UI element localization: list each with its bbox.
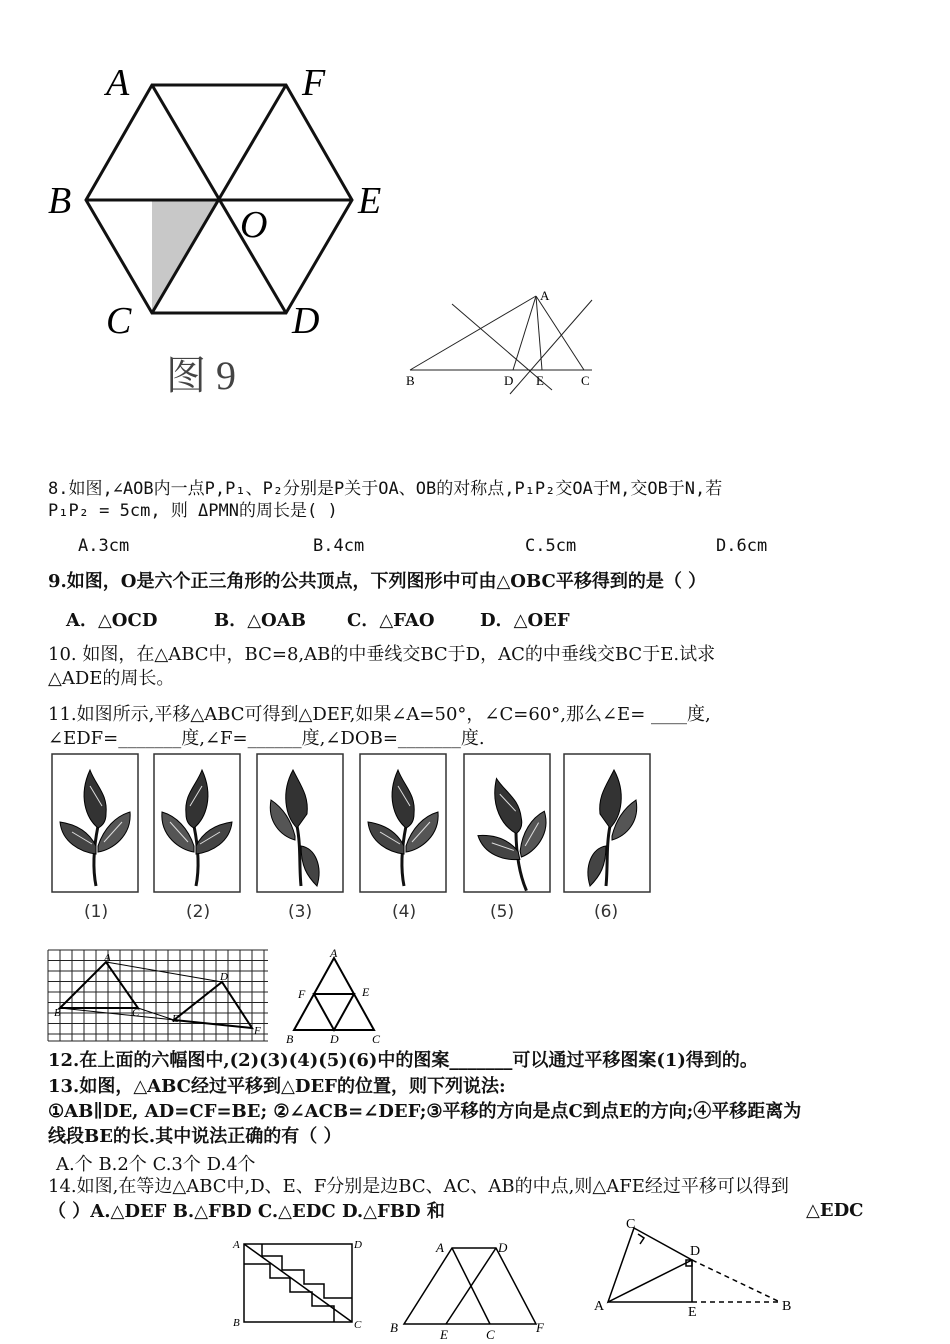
label-f: F	[536, 1320, 544, 1335]
triangle-bisector-figure	[400, 282, 610, 402]
q8-option-d: D.6cm	[716, 536, 768, 556]
label-e: E	[362, 985, 370, 999]
leaf-panel-2	[154, 754, 240, 892]
label-b: B	[54, 1007, 61, 1019]
question-13-line3: 线段BE的长.其中说法正确的有（ ）	[48, 1126, 342, 1147]
question-14-line1: 14.如图,在等边△ABC中,D、E、F分别是边BC、AC、AB的中点,则△AFE经过平移可以得到	[48, 1176, 789, 1197]
trapezoid-figure	[386, 1236, 556, 1342]
q8-option-a: A.3cm	[78, 536, 130, 556]
leaf-label-2: (2)	[186, 902, 211, 922]
label-f: F	[302, 62, 326, 104]
label-c: C	[354, 1319, 362, 1331]
label-c: C	[132, 1007, 140, 1019]
label-c: C	[626, 1217, 636, 1232]
label-c: C	[486, 1327, 495, 1342]
leaf-panel-6	[564, 754, 650, 892]
label-a: A	[106, 62, 130, 104]
label-b: B	[390, 1320, 398, 1335]
q8-option-c: C.5cm	[525, 536, 577, 556]
label-o: O	[240, 204, 268, 246]
label-c: C	[581, 373, 590, 388]
figure-caption: 图 9	[166, 353, 236, 398]
leaf-panel-4	[360, 754, 446, 892]
label-e: E	[172, 1013, 179, 1025]
label-d: D	[330, 1032, 339, 1046]
leaf-panel-5	[464, 754, 560, 898]
label-b: B	[286, 1032, 294, 1046]
label-b: B	[233, 1317, 240, 1329]
label-b: B	[782, 1299, 792, 1314]
question-13-line1: 13.如图，△ABC经过平移到△DEF的位置，则下列说法:	[48, 1076, 506, 1097]
leaf-panels-drawing	[50, 752, 660, 932]
question-13-line2: ①AB∥DE, AD=CF=BE; ②∠ACB=∠DEF;③平移的方向是点C到点E的方向;④平移距离为	[48, 1101, 802, 1122]
question-11-line1: 11.如图所示,平移△ABC可得到△DEF,如果∠A=50°，∠C=60°,那么∠E= ____度,	[48, 704, 711, 725]
leaf-panels	[50, 752, 660, 932]
question-10-line2: △ADE的周长。	[48, 668, 175, 689]
label-c: C	[372, 1032, 381, 1046]
label-d: D	[220, 971, 228, 983]
label-f: F	[298, 987, 306, 1001]
q9-option-d: D．△OEF	[480, 610, 570, 631]
label-d: D	[504, 373, 514, 388]
label-d: D	[690, 1244, 701, 1259]
right-triangle-figure	[590, 1214, 800, 1324]
label-d: D	[498, 1240, 508, 1255]
label-b: B	[48, 180, 72, 222]
leaf-label-6: (6)	[594, 902, 619, 922]
q9-option-b: B．△OAB	[214, 610, 306, 631]
staircase-figure	[230, 1236, 370, 1332]
leaf-label-3: (3)	[288, 902, 313, 922]
leaf-label-5: (5)	[490, 902, 515, 922]
question-11-line2: ∠EDF=_______度,∠F=______度,∠DOB=_______度.	[48, 728, 485, 749]
label-a: A	[594, 1299, 605, 1314]
label-a: A	[540, 288, 550, 303]
label-d: D	[354, 1239, 362, 1251]
q9-option-a: A．△OCD	[66, 610, 158, 631]
label-f: F	[254, 1025, 261, 1037]
label-b: B	[406, 373, 415, 388]
question-8-line1: 8.如图,∠AOB内一点P,P₁、P₂分别是P关于OA、OB的对称点,P₁P₂交OA于M,交OB于N,若	[48, 479, 723, 499]
label-a: A	[436, 1240, 444, 1255]
leaf-panel-3	[257, 754, 343, 892]
midpoint-triangle-figure	[282, 946, 386, 1046]
label-d: D	[292, 300, 320, 342]
question-10-line1: 10. 如图，在△ABC中，BC=8,AB的中垂线交BC于D，AC的中垂线交BC于E.试求	[48, 644, 716, 665]
leaf-label-4: (4)	[392, 902, 417, 922]
question-13-options: A.个 B.2个 C.3个 D.4个	[56, 1154, 256, 1175]
label-a: A	[330, 946, 338, 960]
label-e: E	[536, 373, 544, 388]
label-e: E	[440, 1327, 448, 1342]
hexagon-figure	[40, 55, 400, 405]
label-e: E	[358, 180, 382, 222]
label-c: C	[106, 300, 132, 342]
q9-option-c: C．△FAO	[347, 610, 435, 631]
question-14-line2-tail: △EDC	[806, 1200, 864, 1221]
label-a: A	[233, 1239, 240, 1251]
question-9-text: 9.如图，O是六个正三角形的公共顶点，下列图形中可由△OBC平移得到的是（ ）	[48, 571, 707, 592]
question-14-line2: （ ）A.△DEF B.△FBD C.△EDC D.△FBD 和	[48, 1201, 445, 1222]
question-12-text: 12.在上面的六幅图中,(2)(3)(4)(5)(6)中的图案_______可以通过平移图案(1)得到的。	[48, 1050, 758, 1071]
question-8-line2: P₁P₂ = 5cm, 则 ΔPMN的周长是( )	[48, 501, 338, 521]
q8-option-b: B.4cm	[313, 536, 365, 556]
leaf-panel-1	[52, 754, 138, 892]
label-e: E	[688, 1305, 697, 1320]
grid-translation-figure	[46, 948, 272, 1044]
label-a: A	[104, 952, 111, 964]
leaf-label-1: (1)	[84, 902, 109, 922]
